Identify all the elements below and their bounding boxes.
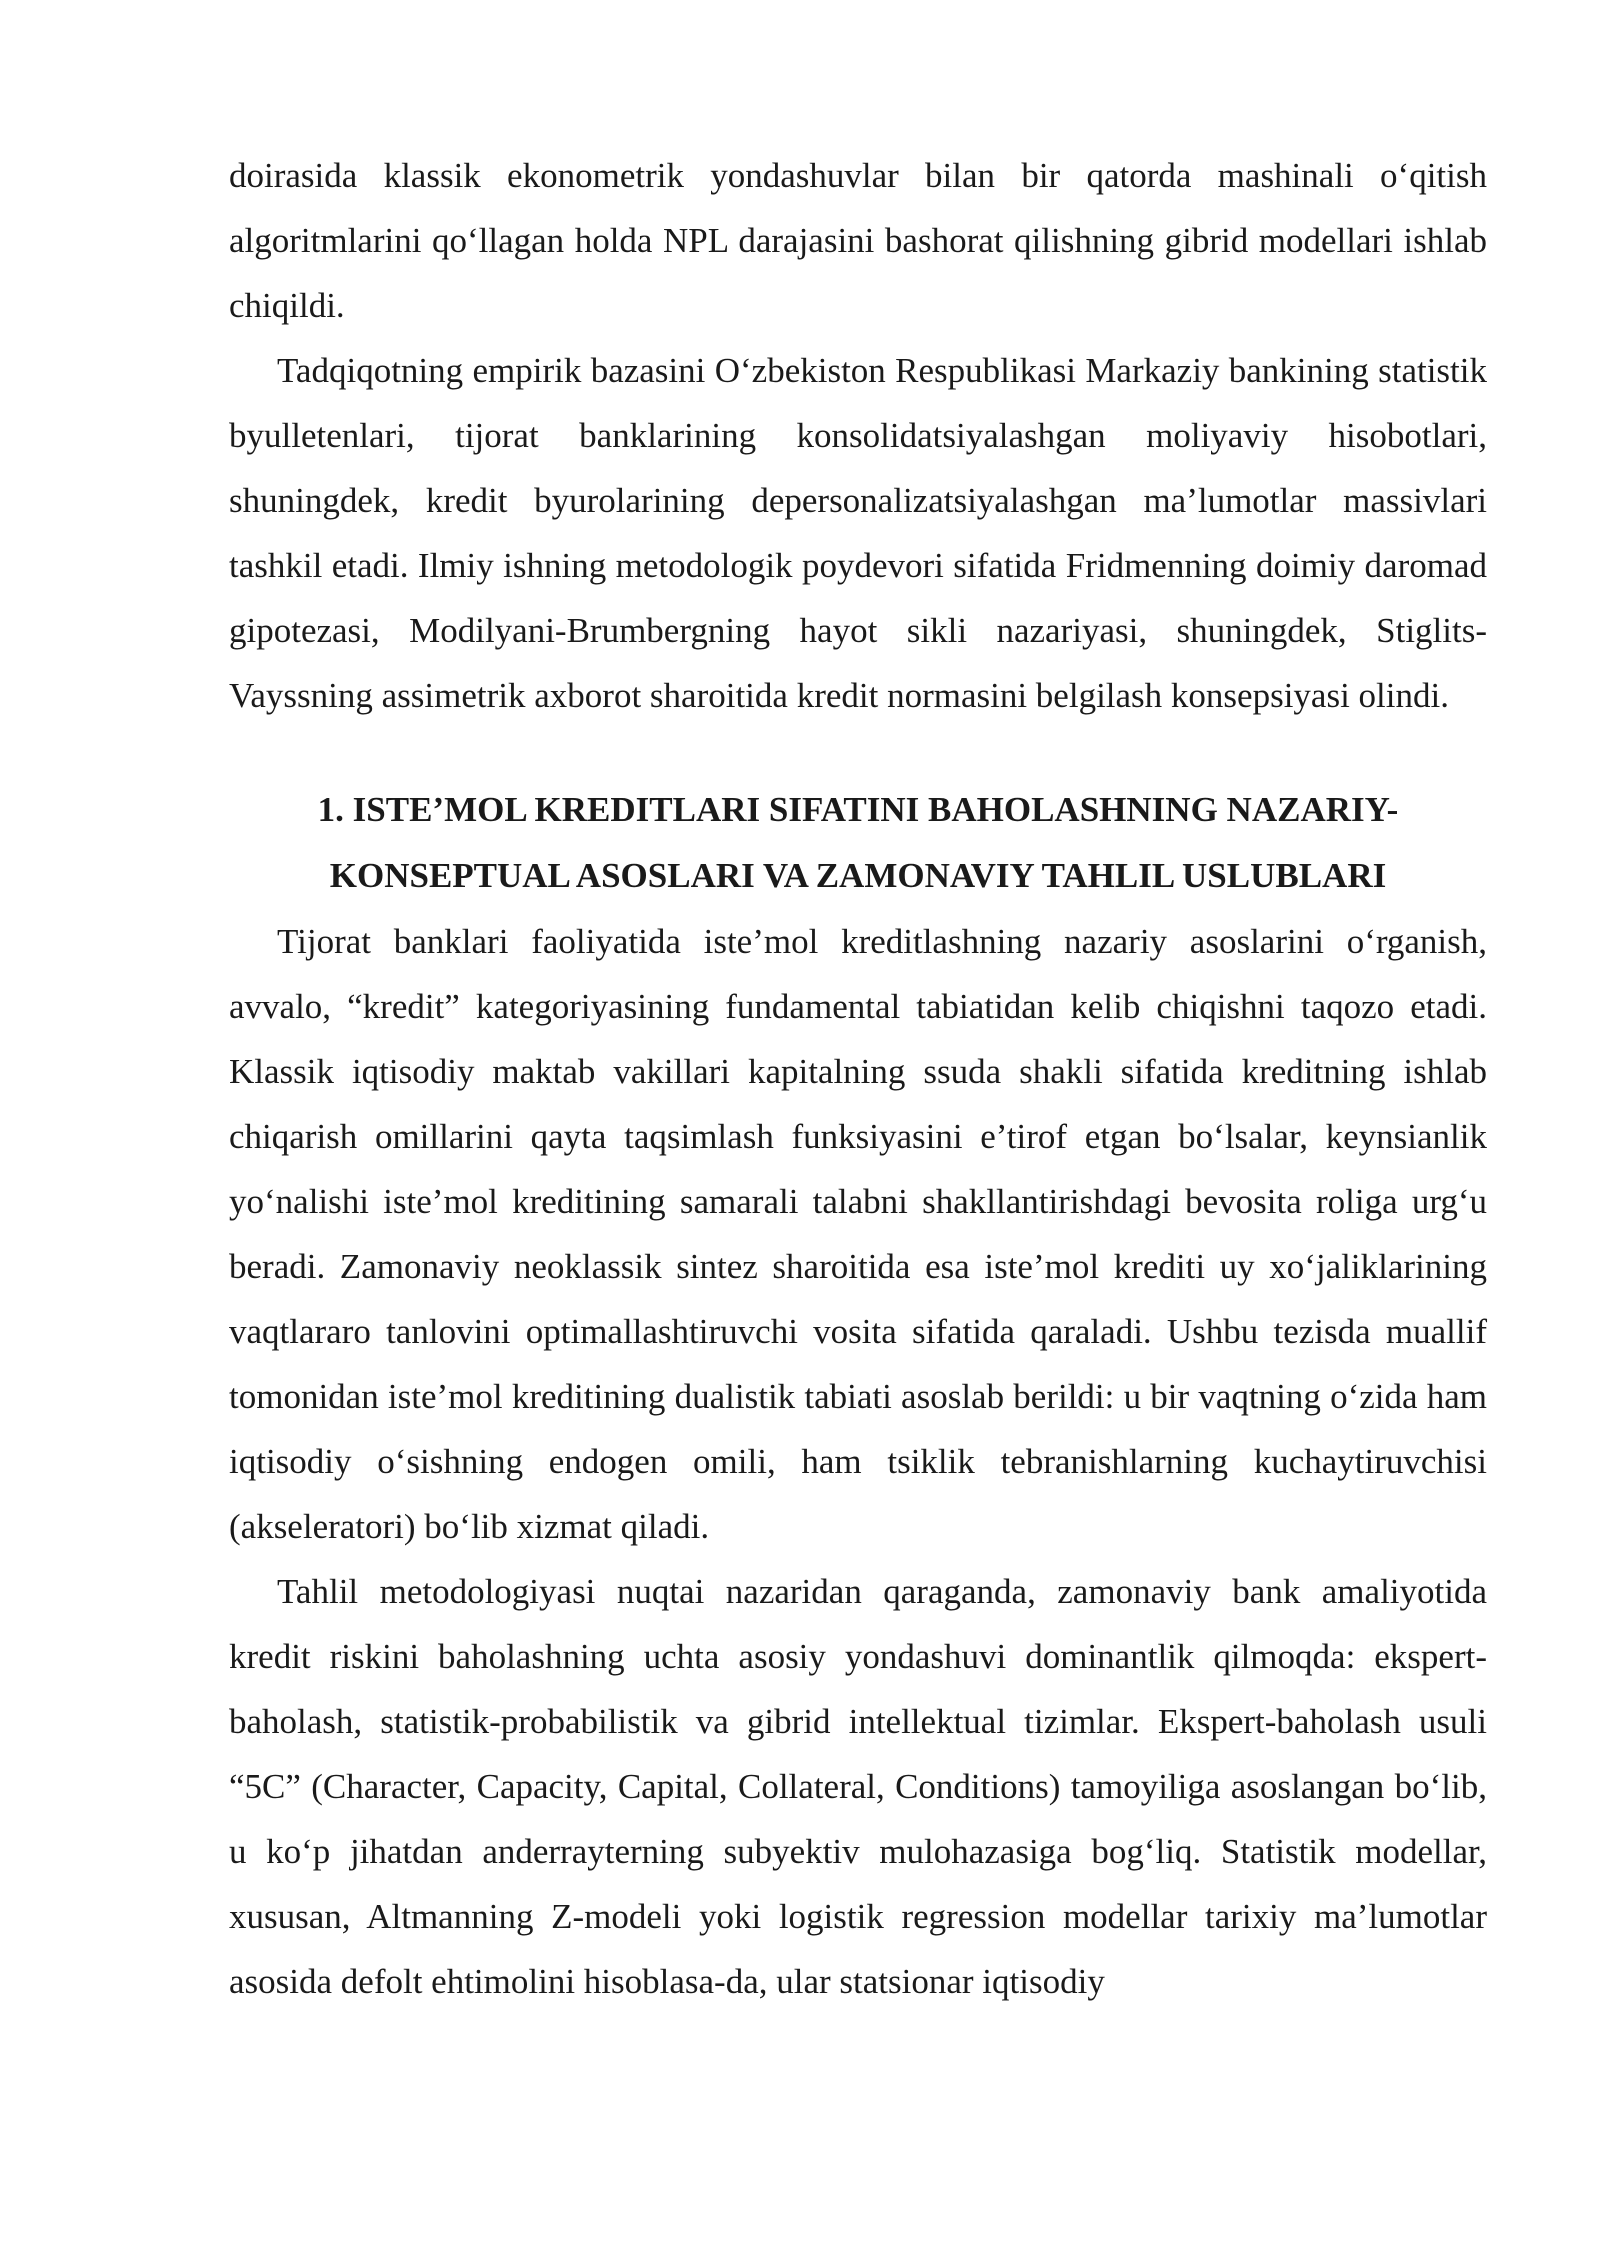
document-body [229,143,1487,2014]
section-heading-line-1: 1. ISTE’MOL KREDITLARI SIFATINI BAHOLASHNING NAZARIY- [317,790,1399,829]
paragraph-empirical-base: Tadqiqotning empirik bazasini O‘zbekiston Respublikasi Markaziy bankining statistik byulletenlari, tijorat banklarining konsolidatsiyalashgan moliyaviy hisobotlari, shuningdek, kredit byurolarining depersonalizatsiyalashgan ma’lumotlar massivlari tashkil etadi. Ilmiy ishning metodologik poydevori sifatida Fridmenning doimiy daromad gipotezasi, Modilyani-Brumbergning hayot sikli nazariyasi, shuningdek, Stiglits-Vayssning assimetrik axborot sharoitida kredit normasini belgilash konsepsiyasi olindi. [229,351,1487,715]
paragraph-continuation: doirasida klassik ekonometrik yondashuvlar bilan bir qatorda mashinali o‘qitish algoritmlarini qo‘llagan holda NPL darajasini bashorat qilishning gibrid modellari ishlab chiqildi. [229,156,1487,325]
section-heading [229,777,1487,909]
section-heading-line-2: KONSEPTUAL ASOSLARI VA ZAMONAVIY TAHLIL USLUBLARI [329,856,1387,895]
paragraph-methodology: Tahlil metodologiyasi nuqtai nazaridan qaraganda, zamonaviy bank amaliyotida kredit riskini baholashning uchta asosiy yondashuvi dominantlik qilmoqda: ekspert-baholash, statistik-probabilistik va gibrid intellektual tizimlar. Ekspert-baholash usuli “5C” (Character, Capacity, Capital, Collateral, Conditions) tamoyiliga asoslangan bo‘lib, u ko‘p jihatdan anderrayterning subyektiv mulohazasiga bog‘liq. Statistik modellar, xususan, Altmanning Z-modeli yoki logistik regression modellar tarixiy ma’lumotlar asosida defolt ehtimolini hisoblasa-da, ular statsionar iqtisodiy [229,1572,1487,2001]
paragraph-theory: Tijorat banklari faoliyatida iste’mol kreditlashning nazariy asoslarini o‘rganish, avvalo, “kredit” kategoriyasining fundamental tabiatidan kelib chiqishni taqozo etadi. Klassik iqtisodiy maktab vakillari kapitalning ssuda shakli sifatida kreditning ishlab chiqarish omillarini qayta taqsimlash funksiyasini e’tirof etgan bo‘lsalar, keynsianlik yo‘nalishi iste’mol kreditining samarali talabni shakllantirishdagi bevosita roliga urg‘u beradi. Zamonaviy neoklassik sintez sharoitida esa iste’mol krediti uy xo‘jaliklarining vaqtlararo tanlovini optimallashtiruvchi vosita sifatida qaraladi. Ushbu tezisda muallif tomonidan iste’mol kreditining dualistik tabiati asoslab berildi: u bir vaqtning o‘zida ham iqtisodiy o‘sishning endogen omili, ham tsiklik tebranishlarning kuchaytiruvchisi (akseleratori) bo‘lib xizmat qiladi. [229,922,1487,1546]
